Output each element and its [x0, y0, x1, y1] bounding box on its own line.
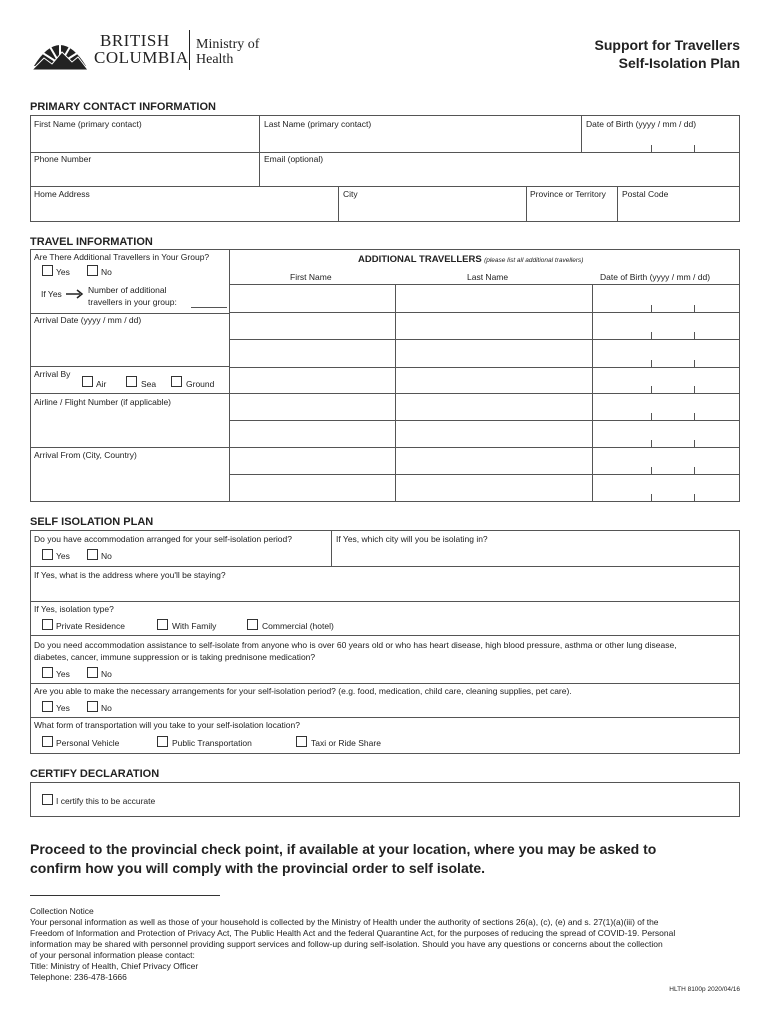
- primary-section-title: PRIMARY CONTACT INFORMATION: [30, 101, 216, 113]
- certify-checkbox[interactable]: [42, 794, 53, 805]
- logo-divider: [189, 30, 190, 70]
- primary-contact-box: [30, 115, 740, 222]
- taxi-label: Taxi or Ride Share: [311, 738, 381, 748]
- additional-travellers-heading: [358, 254, 583, 265]
- additional-title: ADDITIONAL TRAVELLERS: [358, 254, 482, 265]
- isolation-address-field[interactable]: If Yes, what is the address where you'll be staying?: [34, 570, 226, 580]
- airline-field[interactable]: Airline / Flight Number (if applicable): [34, 397, 171, 407]
- bc-line2: COLUMBIA: [94, 48, 189, 67]
- additional-note: (please list all additional travellers): [484, 257, 584, 264]
- air-label: Air: [96, 379, 107, 389]
- form-code: HLTH 8100p 2020/04/16: [669, 986, 740, 993]
- dob-field[interactable]: Date of Birth (yyyy / mm / dd): [586, 119, 697, 129]
- accommodation-yes-label: Yes: [56, 551, 70, 561]
- certify-section-title: CERTIFY DECLARATION: [30, 768, 160, 780]
- notice-line6: Telephone: 236-478-1666: [30, 972, 127, 982]
- assistance-question-line2: diabetes, cancer, immune suppression or is taking prednisone medication?: [34, 652, 316, 662]
- bc-sun-mountain-icon: [30, 30, 90, 72]
- arrangements-yes-checkbox[interactable]: [42, 701, 53, 712]
- first-name-field[interactable]: First Name (primary contact): [34, 119, 142, 129]
- arrangements-no-label: No: [101, 703, 112, 713]
- collection-notice: [30, 906, 742, 983]
- number-label-line1: Number of additional: [88, 285, 167, 295]
- additional-yes-label: Yes: [56, 267, 70, 277]
- notice-line3: information may be shared with personnel providing support services and follow-up during self-isolation. Should you have any questions or concerns about the collection: [30, 939, 663, 949]
- certify-box: [30, 782, 740, 817]
- proceed-line2: confirm how you will comply with the provincial order to self isolate.: [30, 860, 486, 876]
- additional-yes-checkbox[interactable]: [42, 265, 53, 276]
- province-field[interactable]: Province or Territory: [530, 189, 606, 199]
- isolation-city-field[interactable]: If Yes, which city will you be isolating in?: [336, 534, 488, 544]
- email-field[interactable]: Email (optional): [264, 154, 324, 164]
- accommodation-no-checkbox[interactable]: [87, 549, 98, 560]
- travel-box: [30, 249, 740, 502]
- arrangements-yes-label: Yes: [56, 703, 70, 713]
- notice-line1: Your personal information as well as those of your household is collected by the Ministry of Health under the authority of sections 26(a), (c), (e) and s. 27(1)(a)(iii) of the: [30, 917, 659, 927]
- arrangements-no-checkbox[interactable]: [87, 701, 98, 712]
- col-dob: Date of Birth (yyyy / mm / dd): [600, 272, 711, 282]
- public-transport-label: Public Transportation: [172, 738, 252, 748]
- air-checkbox[interactable]: [82, 376, 93, 387]
- transport-question: What form of transportation will you take to your self-isolation location?: [34, 720, 300, 730]
- sea-label: Sea: [141, 379, 157, 389]
- title-line1: Support for Travellers: [594, 37, 740, 53]
- commercial-hotel-label: Commercial (hotel): [262, 621, 334, 631]
- arrival-date-field[interactable]: Arrival Date (yyyy / mm / dd): [34, 315, 142, 325]
- isolation-section-title: SELF ISOLATION PLAN: [30, 516, 154, 528]
- arrival-from-field[interactable]: Arrival From (City, Country): [34, 450, 137, 460]
- bc-wordmark: [94, 32, 189, 66]
- private-residence-checkbox[interactable]: [42, 619, 53, 630]
- accommodation-question: Do you have accommodation arranged for your self-isolation period?: [34, 534, 292, 544]
- number-additional-input[interactable]: [191, 307, 227, 308]
- isolation-box: [30, 530, 740, 754]
- form-title: [595, 36, 740, 72]
- ministry-line2: Health: [196, 52, 234, 67]
- proceed-message: [30, 840, 730, 878]
- col-last-name: Last Name: [467, 272, 509, 282]
- assistance-question-line1: Do you need accommodation assistance to self-isolate from anyone who is over 60 years old or who has heart disease, high blood pressure, asthma or other lung disease,: [34, 640, 677, 650]
- assistance-no-checkbox[interactable]: [87, 667, 98, 678]
- sea-checkbox[interactable]: [126, 376, 137, 387]
- arrival-by-label: Arrival By: [34, 369, 71, 379]
- title-line2: Self-Isolation Plan: [618, 55, 740, 71]
- ministry-name: [196, 37, 259, 67]
- ministry-line1: Ministry of: [196, 37, 260, 52]
- with-family-checkbox[interactable]: [157, 619, 168, 630]
- number-additional-label: [88, 284, 177, 308]
- last-name-field[interactable]: Last Name (primary contact): [264, 119, 372, 129]
- notice-line5: Title: Ministry of Health, Chief Privacy Officer: [30, 961, 199, 971]
- ground-label: Ground: [186, 379, 215, 389]
- taxi-checkbox[interactable]: [296, 736, 307, 747]
- arrangements-question: Are you able to make the necessary arrangements for your self-isolation period? (e.g. food, medication, child care, cleaning supplies, pet care).: [34, 686, 572, 696]
- private-residence-label: Private Residence: [56, 621, 125, 631]
- additional-no-checkbox[interactable]: [87, 265, 98, 276]
- travel-section-title: TRAVEL INFORMATION: [30, 236, 153, 248]
- accommodation-no-label: No: [101, 551, 112, 561]
- home-address-field[interactable]: Home Address: [34, 189, 90, 199]
- assistance-yes-label: Yes: [56, 669, 70, 679]
- col-first-name: First Name: [290, 272, 332, 282]
- notice-divider: [30, 895, 220, 896]
- if-yes-label: If Yes: [41, 289, 62, 299]
- isolation-type-question: If Yes, isolation type?: [34, 604, 114, 614]
- accommodation-yes-checkbox[interactable]: [42, 549, 53, 560]
- notice-heading: Collection Notice: [30, 906, 94, 916]
- certify-label: I certify this to be accurate: [56, 796, 156, 806]
- bc-logo: [30, 30, 270, 74]
- notice-line2: Freedom of Information and Protection of Privacy Act, The Public Health Act and the federal Quarantine Act, for the purposes of reducing the spread of COVID-19. Personal: [30, 928, 676, 938]
- notice-line4: of your personal information please contact:: [30, 950, 195, 960]
- personal-vehicle-checkbox[interactable]: [42, 736, 53, 747]
- with-family-label: With Family: [172, 621, 217, 631]
- additional-travellers-question: Are There Additional Travellers in Your Group?: [34, 252, 210, 262]
- commercial-hotel-checkbox[interactable]: [247, 619, 258, 630]
- ground-checkbox[interactable]: [171, 376, 182, 387]
- assistance-yes-checkbox[interactable]: [42, 667, 53, 678]
- assistance-no-label: No: [101, 669, 112, 679]
- personal-vehicle-label: Personal Vehicle: [56, 738, 120, 748]
- arrow-right-icon: [66, 289, 84, 299]
- phone-field[interactable]: Phone Number: [34, 154, 92, 164]
- postal-code-field[interactable]: Postal Code: [622, 189, 669, 199]
- city-field[interactable]: City: [343, 189, 358, 199]
- proceed-line1: Proceed to the provincial check point, if available at your location, where you may be asked to: [30, 841, 657, 857]
- public-transport-checkbox[interactable]: [157, 736, 168, 747]
- bc-line1: BRITISH: [100, 31, 170, 50]
- number-label-line2: travellers in your group:: [88, 297, 177, 307]
- assistance-question: [34, 639, 677, 663]
- additional-no-label: No: [101, 267, 112, 277]
